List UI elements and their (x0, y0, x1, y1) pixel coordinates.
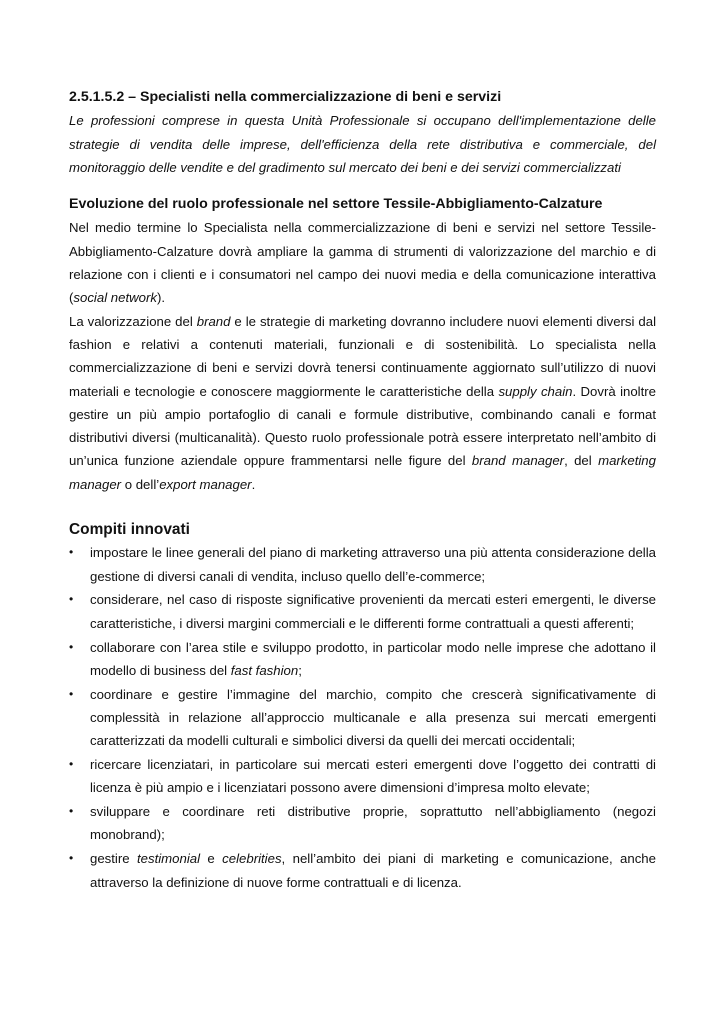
evolution-title: Evoluzione del ruolo professionale nel settore Tessile-Abbigliamento-Calzature (69, 196, 603, 213)
text-run-italic: social network (73, 290, 157, 306)
evolution-paragraph-2 (69, 310, 656, 496)
bullet-icon: • (69, 639, 74, 654)
text-run: Nel medio termine lo Specialista nella commercializzazione di beni e servizi nel settore Tessile-Abbigliamento-Calzature dovrà ampliare la gamma di strumenti di valorizzazione del marchio e di relazione con i clienti e i consumatori nel campo dei nuovi media e della comunicazione interattiva ( (69, 220, 656, 306)
text-run-italic: celebrities (222, 851, 282, 867)
text-run-italic: brand manager (471, 453, 565, 469)
text-run: . Dovrà inoltre gestire un più ampio portafoglio di canali e formule distributive, combinando canali e format distributivi diversi (multicanalità). Questo ruolo professionale potrà essere interpretato nell’ambito di un’unica funzione aziendale oppure frammentarsi nelle figure del (69, 383, 656, 469)
text-run: ). (156, 290, 166, 306)
document-page (69, 86, 656, 894)
text-run-italic: testimonial (136, 851, 201, 867)
text-run-italic: export manager (159, 476, 252, 492)
tasks-list (69, 541, 656, 893)
text-run-italic: supply chain (498, 383, 573, 399)
text-run-italic: brand (196, 313, 231, 329)
list-item (69, 588, 656, 635)
list-item (69, 847, 656, 894)
bullet-icon: • (69, 757, 74, 772)
text-run-italic: marketing manager (69, 453, 656, 492)
bullet-icon: • (69, 545, 74, 560)
text-run: e (200, 851, 223, 867)
bullet-icon: • (69, 804, 74, 819)
list-item (69, 753, 656, 800)
text-run: ; (298, 662, 302, 678)
intro-paragraph: Le professioni comprese in questa Unità Professionale si occupano dell'implementazione delle strategie di vendita delle imprese, dell'efficienza della rete distributiva e commerciale, del monitoraggio delle vendite e del gradimento sul mercato dei beni e dei servizi commercializzati (69, 113, 656, 175)
evolution-paragraph-1 (69, 216, 656, 309)
text-run: . (251, 476, 256, 492)
text-run: impostare le linee generali del piano di marketing attraverso una più attenta considerazione della gestione di diversi canali di vendita, incluso quello dell’e-commerce; (90, 545, 656, 584)
text-run: considerare, nel caso di risposte significative provenienti da mercati esteri emergenti, le diverse caratteristiche, i diversi margini commerciali e le differenti forme contrattuali a questi afferenti; (90, 592, 656, 631)
list-item (69, 800, 656, 847)
text-run: , del (564, 453, 599, 469)
text-run: ricercare licenziatari, in particolare sui mercati esteri emergenti dove l’oggetto dei contratti di licenza è più ampio e i licenziatari possono avere dimensioni d’impresa molto elevate; (90, 757, 656, 796)
text-run: coordinare e gestire l’immagine del marchio, compito che crescerà significativamente di complessità in relazione all’approccio multicanale e alla presenza sui mercati emergenti caratterizzati da modelli culturali e simbolici diversi da quelli dei mercati occidentali; (90, 686, 656, 749)
bullet-icon: • (69, 592, 74, 607)
text-run: sviluppare e coordinare reti distributive proprie, soprattutto nell’abbigliamento (negozi monobrand); (90, 804, 656, 843)
text-run: collaborare con l’area stile e sviluppo prodotto, in particolar modo nelle imprese che adottano il modello di business del (90, 639, 656, 678)
text-run: , nell’ambito dei piani di marketing e comunicazione, anche attraverso la definizione di nuove forme contrattuali e di licenza. (90, 851, 656, 890)
text-run: gestire (90, 851, 137, 867)
text-run: o dell’ (121, 476, 160, 492)
section-title: 2.5.1.5.2 – Specialisti nella commercializzazione di beni e servizi (69, 89, 502, 105)
text-run: e le strategie di marketing dovranno includere nuovi elementi diversi dal fashion e relativi a contenuti materiali, funzionali e di sostenibilità. Lo specialista nella commercializzazione di beni e servizi dovrà tenersi continuamente aggiornato sull’utilizzo di nuovi materiali e tecnologie e conoscere maggiormente le caratteristiche della (69, 313, 657, 399)
list-item (69, 541, 656, 588)
text-run-italic: fast fashion (230, 662, 299, 678)
list-item (69, 636, 656, 683)
bullet-icon: • (69, 851, 74, 866)
list-item (69, 683, 656, 753)
bullet-icon: • (69, 686, 74, 701)
tasks-title: Compiti innovati (69, 521, 190, 539)
text-run: La valorizzazione del (69, 313, 197, 329)
